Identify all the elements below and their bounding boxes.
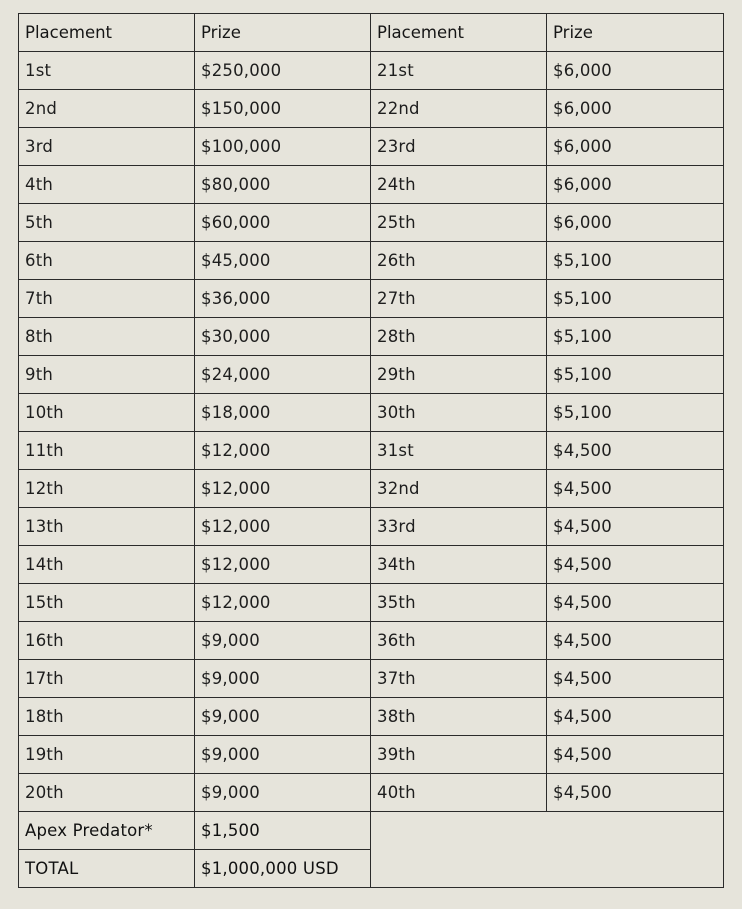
- cell-prize-left: $30,000: [195, 318, 371, 356]
- cell-prize-left: $9,000: [195, 622, 371, 660]
- cell-prize-left: $250,000: [195, 52, 371, 90]
- cell-prize-right: $5,100: [547, 280, 724, 318]
- table-footer: [19, 812, 724, 888]
- prize-table: [18, 13, 724, 888]
- cell-placement-right: 33rd: [371, 508, 547, 546]
- cell-prize-right: $5,100: [547, 242, 724, 280]
- cell-prize-left: $12,000: [195, 584, 371, 622]
- total-prize: $1,000,000 USD: [195, 850, 371, 888]
- cell-prize-left: $80,000: [195, 166, 371, 204]
- cell-placement-right: 23rd: [371, 128, 547, 166]
- table-row: [19, 736, 724, 774]
- cell-prize-right: $4,500: [547, 584, 724, 622]
- cell-prize-right: $6,000: [547, 166, 724, 204]
- table-row: [19, 774, 724, 812]
- empty-footer-cell: [371, 812, 724, 888]
- cell-placement-left: 10th: [19, 394, 195, 432]
- table-row: [19, 584, 724, 622]
- cell-placement-left: 16th: [19, 622, 195, 660]
- table-row: [19, 432, 724, 470]
- cell-prize-right: $4,500: [547, 470, 724, 508]
- table-row: [19, 698, 724, 736]
- cell-placement-left: 13th: [19, 508, 195, 546]
- cell-placement-right: 26th: [371, 242, 547, 280]
- cell-prize-right: $4,500: [547, 622, 724, 660]
- table-row: [19, 280, 724, 318]
- cell-prize-left: $9,000: [195, 660, 371, 698]
- header-placement-left: Placement: [19, 14, 195, 52]
- header-prize-right: Prize: [547, 14, 724, 52]
- table-body: [19, 52, 724, 812]
- cell-placement-right: 32nd: [371, 470, 547, 508]
- cell-prize-right: $6,000: [547, 52, 724, 90]
- table-row: [19, 242, 724, 280]
- cell-placement-left: 18th: [19, 698, 195, 736]
- cell-prize-left: $18,000: [195, 394, 371, 432]
- cell-prize-right: $6,000: [547, 204, 724, 242]
- cell-prize-right: $4,500: [547, 432, 724, 470]
- table-row: [19, 204, 724, 242]
- cell-placement-right: 21st: [371, 52, 547, 90]
- cell-placement-left: 8th: [19, 318, 195, 356]
- cell-placement-right: 34th: [371, 546, 547, 584]
- cell-placement-right: 22nd: [371, 90, 547, 128]
- cell-prize-left: $60,000: [195, 204, 371, 242]
- table-row: [19, 52, 724, 90]
- table-row: [19, 318, 724, 356]
- apex-predator-row: [19, 812, 724, 850]
- cell-placement-right: 24th: [371, 166, 547, 204]
- cell-prize-right: $6,000: [547, 90, 724, 128]
- cell-prize-right: $4,500: [547, 546, 724, 584]
- table-row: [19, 356, 724, 394]
- cell-prize-right: $6,000: [547, 128, 724, 166]
- cell-prize-left: $12,000: [195, 508, 371, 546]
- cell-placement-left: 11th: [19, 432, 195, 470]
- cell-placement-right: 37th: [371, 660, 547, 698]
- cell-prize-left: $12,000: [195, 432, 371, 470]
- cell-prize-left: $9,000: [195, 698, 371, 736]
- table-row: [19, 394, 724, 432]
- cell-prize-right: $4,500: [547, 660, 724, 698]
- table-row: [19, 128, 724, 166]
- cell-prize-left: $24,000: [195, 356, 371, 394]
- cell-placement-left: 14th: [19, 546, 195, 584]
- cell-placement-right: 25th: [371, 204, 547, 242]
- cell-prize-right: $5,100: [547, 356, 724, 394]
- cell-placement-left: 19th: [19, 736, 195, 774]
- cell-prize-right: $4,500: [547, 736, 724, 774]
- cell-prize-right: $5,100: [547, 318, 724, 356]
- table-header-row: [19, 14, 724, 52]
- cell-prize-right: $4,500: [547, 774, 724, 812]
- cell-placement-right: 29th: [371, 356, 547, 394]
- cell-placement-right: 27th: [371, 280, 547, 318]
- cell-placement-left: 3rd: [19, 128, 195, 166]
- table-row: [19, 90, 724, 128]
- cell-prize-left: $9,000: [195, 774, 371, 812]
- apex-predator-prize: $1,500: [195, 812, 371, 850]
- table-row: [19, 470, 724, 508]
- cell-placement-left: 20th: [19, 774, 195, 812]
- cell-prize-right: $4,500: [547, 508, 724, 546]
- cell-placement-right: 40th: [371, 774, 547, 812]
- cell-prize-right: $5,100: [547, 394, 724, 432]
- cell-prize-left: $9,000: [195, 736, 371, 774]
- cell-placement-left: 6th: [19, 242, 195, 280]
- apex-predator-label: Apex Predator*: [19, 812, 195, 850]
- cell-placement-left: 1st: [19, 52, 195, 90]
- table-row: [19, 660, 724, 698]
- table-row: [19, 166, 724, 204]
- cell-placement-left: 15th: [19, 584, 195, 622]
- cell-prize-left: $12,000: [195, 470, 371, 508]
- cell-placement-left: 4th: [19, 166, 195, 204]
- table-row: [19, 546, 724, 584]
- cell-prize-left: $45,000: [195, 242, 371, 280]
- header-prize-left: Prize: [195, 14, 371, 52]
- cell-placement-right: 31st: [371, 432, 547, 470]
- cell-placement-left: 2nd: [19, 90, 195, 128]
- cell-placement-right: 38th: [371, 698, 547, 736]
- cell-prize-right: $4,500: [547, 698, 724, 736]
- cell-prize-left: $150,000: [195, 90, 371, 128]
- cell-placement-right: 28th: [371, 318, 547, 356]
- header-placement-right: Placement: [371, 14, 547, 52]
- cell-prize-left: $100,000: [195, 128, 371, 166]
- total-label: TOTAL: [19, 850, 195, 888]
- cell-placement-right: 30th: [371, 394, 547, 432]
- cell-placement-right: 36th: [371, 622, 547, 660]
- cell-placement-left: 17th: [19, 660, 195, 698]
- cell-prize-left: $36,000: [195, 280, 371, 318]
- cell-prize-left: $12,000: [195, 546, 371, 584]
- cell-placement-right: 39th: [371, 736, 547, 774]
- cell-placement-left: 7th: [19, 280, 195, 318]
- table-row: [19, 622, 724, 660]
- cell-placement-left: 5th: [19, 204, 195, 242]
- table-row: [19, 508, 724, 546]
- cell-placement-left: 12th: [19, 470, 195, 508]
- cell-placement-left: 9th: [19, 356, 195, 394]
- cell-placement-right: 35th: [371, 584, 547, 622]
